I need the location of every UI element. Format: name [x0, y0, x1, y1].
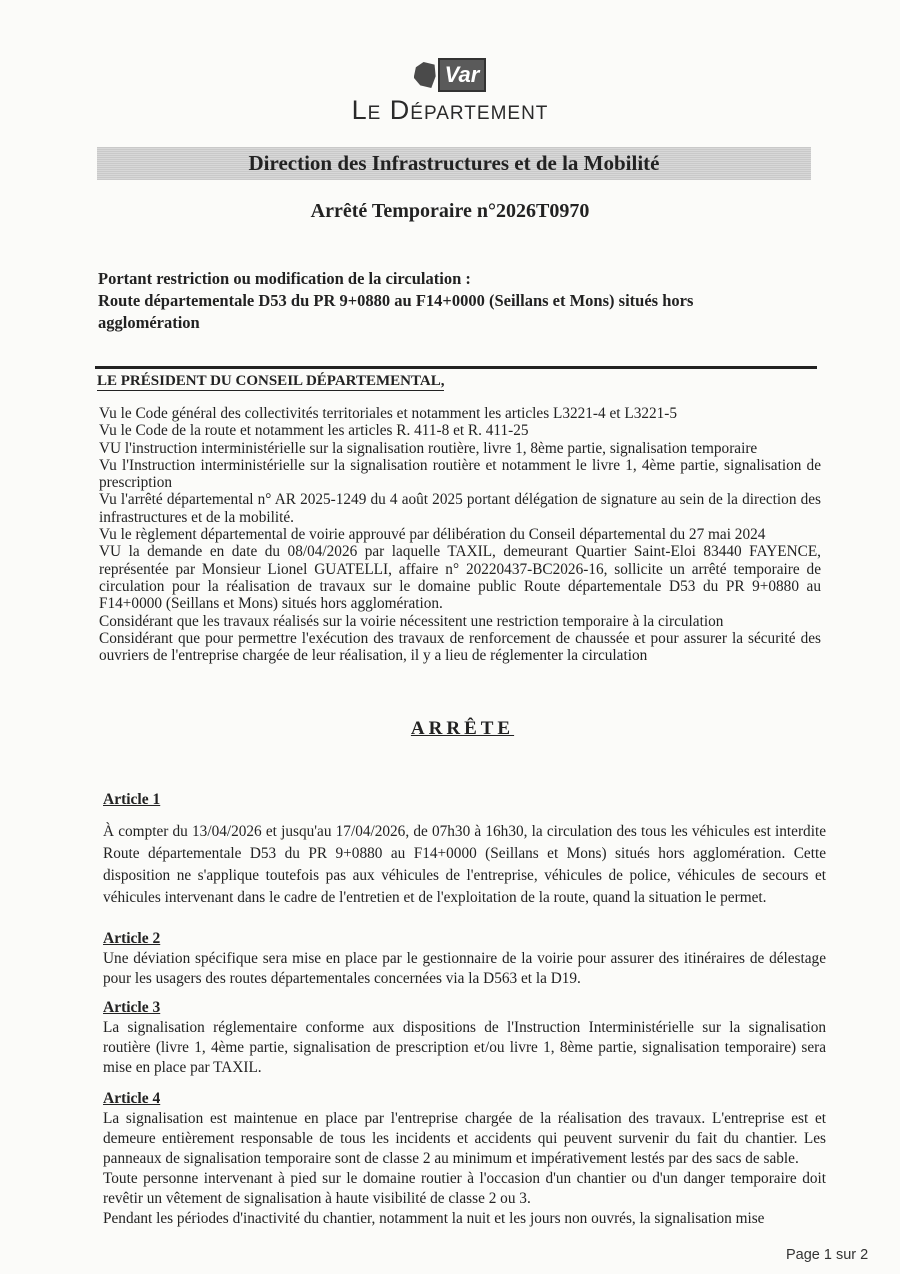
consideration-item: Considérant que pour permettre l'exécution des travaux de renforcement de chaussée et pour assurer la sécurité des ouvriers de l'entreprise chargée de leur réalisation, il y a lieu de réglementer la circulation: [99, 629, 821, 665]
consideration-item: Vu le règlement départemental de voirie approuvé par délibération du Conseil départemental du 27 mai 2024: [99, 526, 766, 544]
consideration-item: Considérant que les travaux réalisés sur la voirie nécessitent une restriction temporaire à la circulation: [99, 612, 724, 630]
consideration-item: Vu le Code de la route et notamment les articles R. 411-8 et R. 411-25: [99, 422, 529, 440]
consideration-item: VU l'instruction interministérielle sur la signalisation routière, livre 1, 8ème partie, signalisation temporaire: [99, 439, 758, 457]
considerations: [99, 405, 821, 664]
direction-banner: Direction des Infrastructures et de la Mobilité: [97, 147, 811, 180]
article-title: Article 2: [103, 930, 161, 947]
page-number: Page 1 sur 2: [786, 1247, 869, 1263]
consideration-item: Vu le Code général des collectivités territoriales et notamment les articles L3221-4 et L3221-5: [99, 405, 678, 422]
article-paragraph: Pendant les périodes d'inactivité du chantier, notamment la nuit et les jours non ouvrés, la signalisation mise: [103, 1210, 765, 1227]
article-title: Article 1: [103, 791, 161, 808]
article-title: Article 3: [103, 999, 161, 1016]
var-map-icon: [414, 62, 436, 88]
article-paragraph: La signalisation est maintenue en place par l'entreprise chargée de la réalisation des travaux. L'entreprise est et demeure entièrement responsable de tous les incidents et accidents qui peuvent survenir du fait du chantier. Les panneaux de signalisation temporaire sont de classe 2 au minimum et impérativement lestés par des sacs de sable.: [103, 1110, 826, 1167]
logo-mark: [414, 58, 487, 92]
arrete-heading: ARRÊTE: [410, 718, 515, 739]
president-heading: LE PRÉSIDENT DU CONSEIL DÉPARTEMENTAL,: [97, 373, 445, 389]
subject: [98, 268, 788, 334]
article-1: [103, 789, 826, 909]
article-4: [103, 1089, 826, 1229]
article-title: Article 4: [103, 1090, 161, 1107]
article-paragraph: À compter du 13/04/2026 et jusqu'au 17/04/2026, de 07h30 à 16h30, la circulation des tous les véhicules est interdite Route départementale D53 du PR 9+0880 au F14+0000 (Seillans et Mons) situés hors agglomération. Cette disposition ne s'applique toutefois pas aux véhicules de l'entreprise, véhicules de police, véhicules de secours et véhicules intervenant dans le cadre de l'entretien et de l'exploitation de la route, quand la situation le permet.: [103, 823, 826, 906]
subject-line-2: Route départementale D53 du PR 9+0880 au F14+0000 (Seillans et Mons) situés hors agglomération: [98, 291, 694, 332]
article-2: [103, 929, 826, 989]
article-3: [103, 998, 826, 1078]
article-paragraph: Toute personne intervenant à pied sur le domaine routier à l'occasion d'un chantier ou d'un danger temporaire doit revêtir un vêtement de signalisation à haute visibilité de classe 2 ou 3.: [103, 1170, 826, 1207]
arrete-title: Arrêté Temporaire n°2026T0970: [310, 200, 590, 222]
logo-text: Le Département: [351, 95, 549, 125]
article-paragraph: Une déviation spécifique sera mise en place par le gestionnaire de la voirie pour assurer des itinéraires de délestage pour les usagers des routes départementales concernées via la D563 et la D19.: [103, 950, 826, 987]
department-logo: [0, 58, 900, 126]
consideration-item: Vu l'arrêté départemental n° AR 2025-1249 du 4 août 2025 portant délégation de signature au sein de la direction des infrastructures et de la mobilité.: [99, 491, 821, 526]
consideration-item: Vu l'Instruction interministérielle sur la signalisation routière et notamment le livre 1, 4ème partie, signalisation de prescription: [99, 456, 821, 492]
consideration-item: VU la demande en date du 08/04/2026 par laquelle TAXIL, demeurant Quartier Saint-Eloi 83440 FAYENCE, représentée par Monsieur Lionel GUATELLI, affaire n° 20220437-BC2026-16, sollicite un arrêté temporaire de circulation pour la réalisation de travaux sur le domaine public Route départementale D53 du PR 9+0880 au F14+0000 (Seillans et Mons) situés hors agglomération.: [99, 543, 821, 613]
divider: [95, 366, 817, 369]
subject-line-1: Portant restriction ou modification de la circulation :: [98, 269, 471, 288]
article-paragraph: La signalisation réglementaire conforme aux dispositions de l'Instruction Interministérielle sur la signalisation routière (livre 1, 4ème partie, signalisation de prescription et/ou livre 1, 8ème partie, signalisation temporaire) sera mise en place par TAXIL.: [103, 1019, 826, 1076]
logo-brand: Var: [438, 58, 487, 92]
